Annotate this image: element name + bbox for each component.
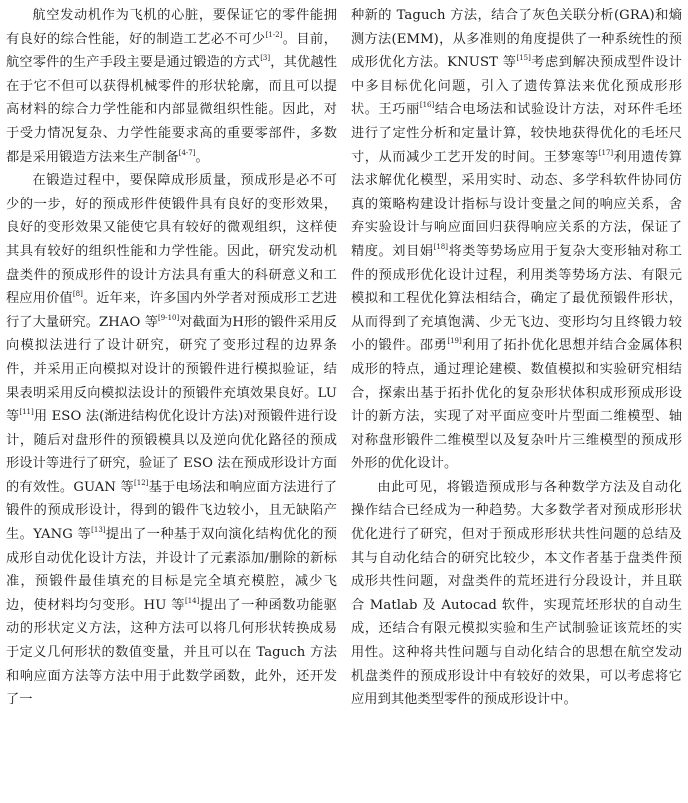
citation-ref: [8] (72, 290, 83, 299)
text-run: 种新的 Taguch 方法，结合了灰色关联分析(GRA)和熵测方法(EMM)，从多准则的角度提供了一种系统性的预成形优化方法。KNUST 等 (351, 8, 682, 71)
left-column (6, 4, 337, 803)
text-run: 结合电场法和试验设计方法，对环件毛坯进行了定性分析和定量计算，较快地获得优化的毛坯尺寸，从而减少工艺开发的时间。王梦寒等 (351, 102, 683, 165)
citation-ref: [12] (134, 478, 149, 487)
paragraph-review-continued (351, 4, 682, 476)
text-run: 。 (195, 149, 209, 165)
text-run: 用 ESO 法(渐进结构优化设计方法)对预锻件进行设计，随后对盘形件的预锻模具以及逆向优化路径的预成形设计等进行了研究，验证了 ESO 法在预成形设计方面的有效性。GUAN 等 (6, 409, 337, 495)
text-run: 将类等势场应用于复杂大变形轴对称工件的预成形优化设计过程，利用类等势场方法、有限元模拟和工程优化算法相结合，确定了最优预锻件形状，从而得到了充填饱满、少无飞边、变形均匀且终锻力较小的锻件。邵勇 (351, 243, 683, 354)
text-run: 在锻造过程中，要保障成形质量，预成形是必不可少的一步，好的预成形件使锻件具有良好的变形效果，良好的变形效果又能使它具有较好的微观组织，这样使其具有较好的组织性能和力学性能。因此，研究发动机盘类件的预成形件的设计方法具有重大的科研意义和工程应用价值 (6, 173, 337, 307)
citation-ref: [16] (419, 101, 435, 110)
citation-ref: [13] (91, 526, 106, 535)
citation-ref: [1-2] (265, 30, 283, 39)
paragraph-engine-intro (6, 4, 337, 169)
citation-ref: [4-7] (178, 148, 196, 157)
text-run: ，其优越性在于它不但可以获得机械零件的形状轮廓，而且可以提高材料的综合力学性能和内部显微组织性能。因此，对于受力情况复杂、力学性能要求高的重要零部件，多数都是采用锻造方法来生产制备 (6, 55, 337, 165)
paragraph-conclusion (351, 476, 682, 712)
citation-ref: [18] (433, 242, 448, 251)
text-run: 基于电场法和响应面方法进行了锻件的预成形设计，得到的锻件飞边较小，且无缺陷产生。YANG 等 (6, 479, 337, 543)
text-run: 利用了拓扑优化思想并结合金属体积成形的特点，通过理论建模、数值模拟和实验研究相结合，探索出基于拓扑优化的复杂形状体积成形预成形设计的新方法，实现了对平面应变叶片型面二维模型、轴对称盘形锻件二维模型以及复杂叶片三维模型的预成形外形的优化设计。 (351, 338, 683, 472)
citation-ref: [15] (516, 54, 531, 63)
citation-ref: [19] (447, 337, 462, 346)
text-run: 提出了一种基于双向演化结构优化的预成形自动优化设计方法，并设计了元素添加/删除的新标准，预锻件最佳填充的目标是完全填充模腔，减少飞边，使材料均匀变形。HU 等 (6, 527, 337, 613)
citation-ref: [14] (184, 596, 200, 605)
text-run: 由此可见，将锻造预成形与各种数学方法及自动化操作结合已经成为一种趋势。大多数学者对预成形形状优化进行了研究，但对于预成形形状共性问题的总结及其与自动化结合的研究比较少，本文作者基于盘类件预成形共性问题，对盘类件的荒坯进行分段设计，并且联合 Matlab 及 Autocad 软件，实现荒坯形状的自动生成，还结合有限元模拟实验和生产试制验证该荒坯的实用性。这种将共性问题与自动化结合的思想在航空发动机盘类件的预成形设计中有较好的效果，可以考虑将它应用到其他类型零件的预成形设计中。 (351, 479, 682, 708)
citation-ref: [11] (19, 408, 34, 417)
text-run: 航空发动机作为飞机的心脏，要保证它的零件能拥有良好的综合性能，好的制造工艺必不可少 (6, 8, 337, 47)
citation-ref: [17] (598, 148, 614, 157)
citation-ref: [9-10] (158, 313, 180, 322)
text-run: 对截面为H形的锻件采用反向模拟法进行了设计研究，研究了变形过程的边界条件，并采用正向模拟对设计的预锻件进行模拟验证，结果表明采用反向模拟法设计的预锻件充填效果良好。LU 等 (6, 314, 337, 425)
right-column (351, 4, 682, 803)
text-run: 利用遗传算法求解优化模型，采用实时、动态、多学科软件协同仿真的策略构建设计指标与设计变量之间的响应关系，舍弃实验设计与响应面回归获得响应关系的方法，保证了精度。刘目娟 (351, 149, 683, 259)
text-run: 提出了一种函数功能驱动的形状定义方法，这种方法可以将几何形状转换成易于定义几何形状的数值变量，并且可以在 Taguch 方法和响应面方法等方法中用于此数学函数，此外，还开发了一 (6, 597, 337, 708)
paragraph-forging-review (6, 169, 337, 712)
text-run: 。目前，航空零件的生产手段主要是通过锻造的方式 (6, 31, 337, 71)
text-run: 。近年来，许多国内外学者对预成形工艺进行了大量研究。ZHAO 等 (6, 291, 337, 330)
text-run: 考虑到解决预成型件设计中多目标优化问题，引入了遗传算法来优化预成形形状。王巧丽 (351, 55, 682, 118)
citation-ref: [3] (260, 54, 271, 63)
